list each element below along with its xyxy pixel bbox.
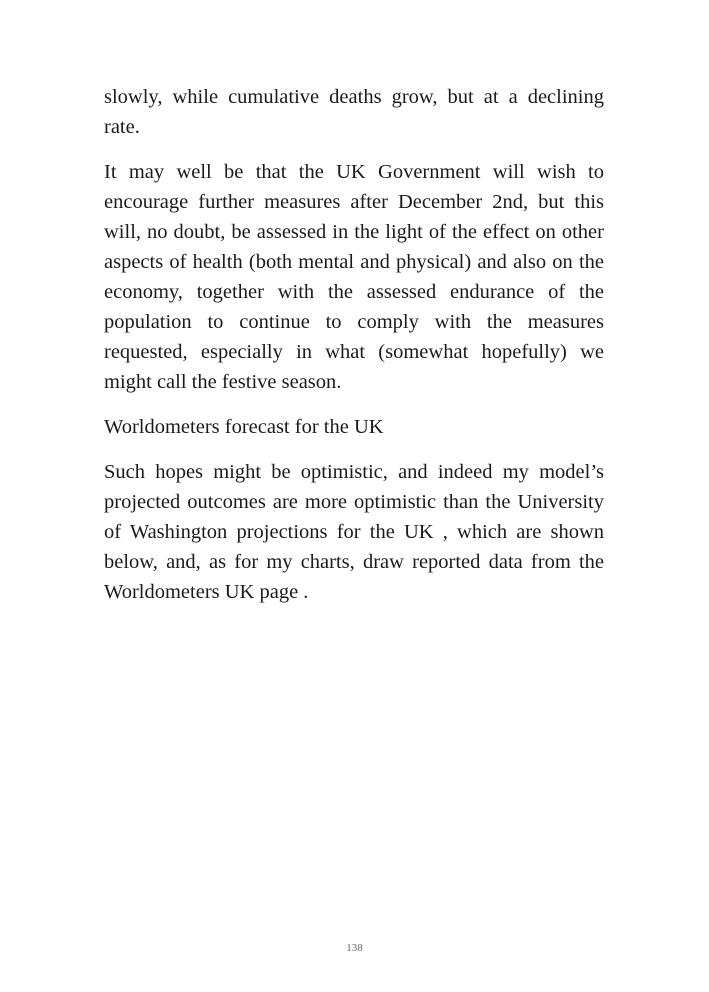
page-body: [104, 82, 604, 622]
paragraph-projections: Such hopes might be optimistic, and indeed my model’s projected outcomes are more optimistic than the University of Washington projections for the UK , which are shown below, and, as for my charts, draw reported data from the Worldometers UK page .: [104, 461, 604, 603]
paragraph-uk-government: It may well be that the UK Government will wish to encourage further measures after December 2nd, but this will, no doubt, be assessed in the light of the effect on other aspects of health (both mental and physical) and also on the economy, together with the assessed endurance of the population to continue to comply with the measures requested, especially in what (somewhat hopefully) we might call the festive season.: [104, 161, 604, 393]
section-heading: Worldometers forecast for the UK: [104, 416, 384, 438]
paragraph-continuation: slowly, while cumulative deaths grow, but at a declining rate.: [104, 86, 604, 138]
page-number: 138: [346, 942, 363, 954]
